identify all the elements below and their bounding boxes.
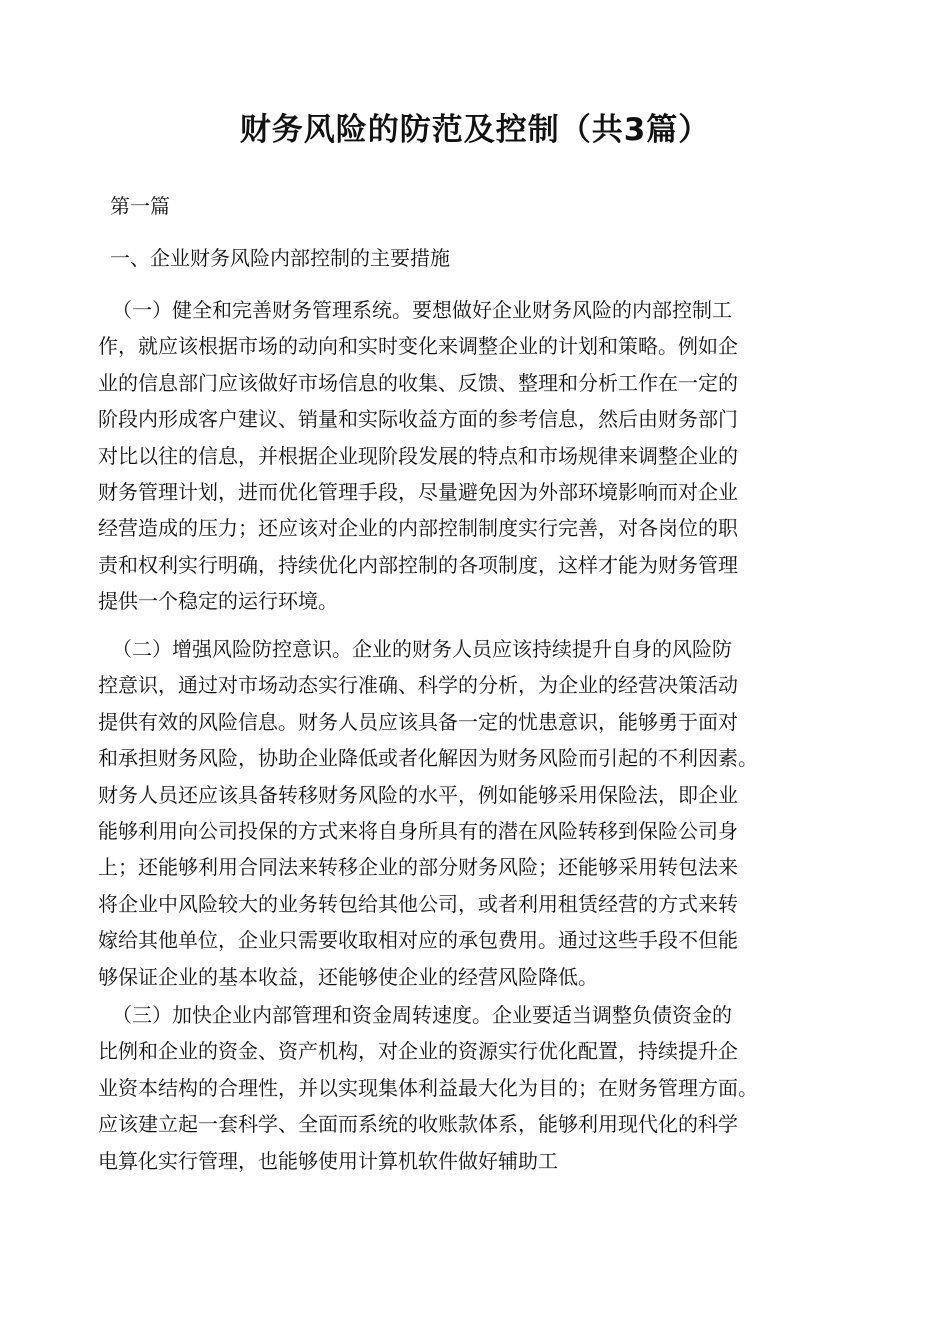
paragraph-line: 提供一个稳定的运行环境。 bbox=[98, 589, 338, 614]
paragraph-line: 业的信息部门应该做好市场信息的收集、反馈、整理和分析工作在一定的 bbox=[98, 370, 738, 395]
paragraph-2 bbox=[98, 631, 866, 995]
section-label: 第一篇 bbox=[110, 194, 170, 218]
paragraph-line: 上；还能够利用合同法来转移企业的部分财务风险；还能够采用转包法来 bbox=[98, 855, 738, 880]
paragraph-line: 对比以往的信息，并根据企业现阶段发展的特点和市场规律来调整企业的 bbox=[98, 443, 738, 468]
paragraph-line: 比例和企业的资金、资产机构，对企业的资源实行优化配置，持续提升企 bbox=[98, 1039, 738, 1064]
paragraph-line: 将企业中风险较大的业务转包给其他公司，或者利用租赁经营的方式来转 bbox=[98, 891, 738, 916]
paragraph-line: （二）增强风险防控意识。企业的财务人员应该持续提升自身的风险防 bbox=[112, 637, 732, 661]
paragraph-line: 责和权利实行明确，持续优化内部控制的各项制度，这样才能为财务管理 bbox=[98, 552, 738, 577]
paragraph-line: 嫁给其他单位，企业只需要收取相对应的承包费用。通过这些手段不但能 bbox=[98, 928, 738, 953]
paragraph-3 bbox=[98, 997, 866, 1179]
section-heading: 一、企业财务风险内部控制的主要措施 bbox=[110, 246, 450, 270]
paragraph-line: 控意识，通过对市场动态实行准确、科学的分析，为企业的经营决策活动 bbox=[98, 673, 738, 698]
paragraph-line: 业资本结构的合理性，并以实现集体利益最大化为目的；在财务管理方面。 bbox=[98, 1075, 758, 1100]
paragraph-line: 财务管理计划，进而优化管理手段，尽量避免因为外部环境影响而对企业 bbox=[98, 479, 738, 504]
paragraph-line: （三）加快企业内部管理和资金周转速度。企业要适当调整负债资金的 bbox=[112, 1003, 732, 1027]
paragraph-line: （一）健全和完善财务管理系统。要想做好企业财务风险的内部控制工 bbox=[112, 298, 732, 322]
paragraph-line: 够保证企业的基本收益，还能够使企业的经营风险降低。 bbox=[98, 964, 598, 989]
paragraph-line: 阶段内形成客户建议、销量和实际收益方面的参考信息，然后由财务部门 bbox=[98, 407, 738, 432]
paragraph-1 bbox=[98, 292, 866, 620]
paragraph-line: 能够利用向公司投保的方式来将自身所具有的潜在风险转移到保险公司身 bbox=[98, 818, 738, 843]
paragraph-line: 电算化实行管理，也能够使用计算机软件做好辅助工 bbox=[98, 1148, 558, 1173]
paragraph-line: 提供有效的风险信息。财务人员应该具备一定的忧患意识，能够勇于面对 bbox=[98, 709, 738, 734]
paragraph-line: 财务人员还应该具备转移财务风险的水平，例如能够采用保险法，即企业 bbox=[98, 782, 738, 807]
paragraph-line: 作，就应该根据市场的动向和实时变化来调整企业的计划和策略。例如企 bbox=[98, 334, 738, 359]
document-title: 财务风险的防范及控制（共3篇） bbox=[239, 112, 711, 148]
paragraph-line: 和承担财务风险，协助企业降低或者化解因为财务风险而引起的不利因素。 bbox=[98, 746, 758, 771]
paragraph-line: 应该建立起一套科学、全面而系统的收账款体系，能够利用现代化的科学 bbox=[98, 1112, 738, 1137]
paragraph-line: 经营造成的压力；还应该对企业的内部控制制度实行完善，对各岗位的职 bbox=[98, 516, 738, 541]
